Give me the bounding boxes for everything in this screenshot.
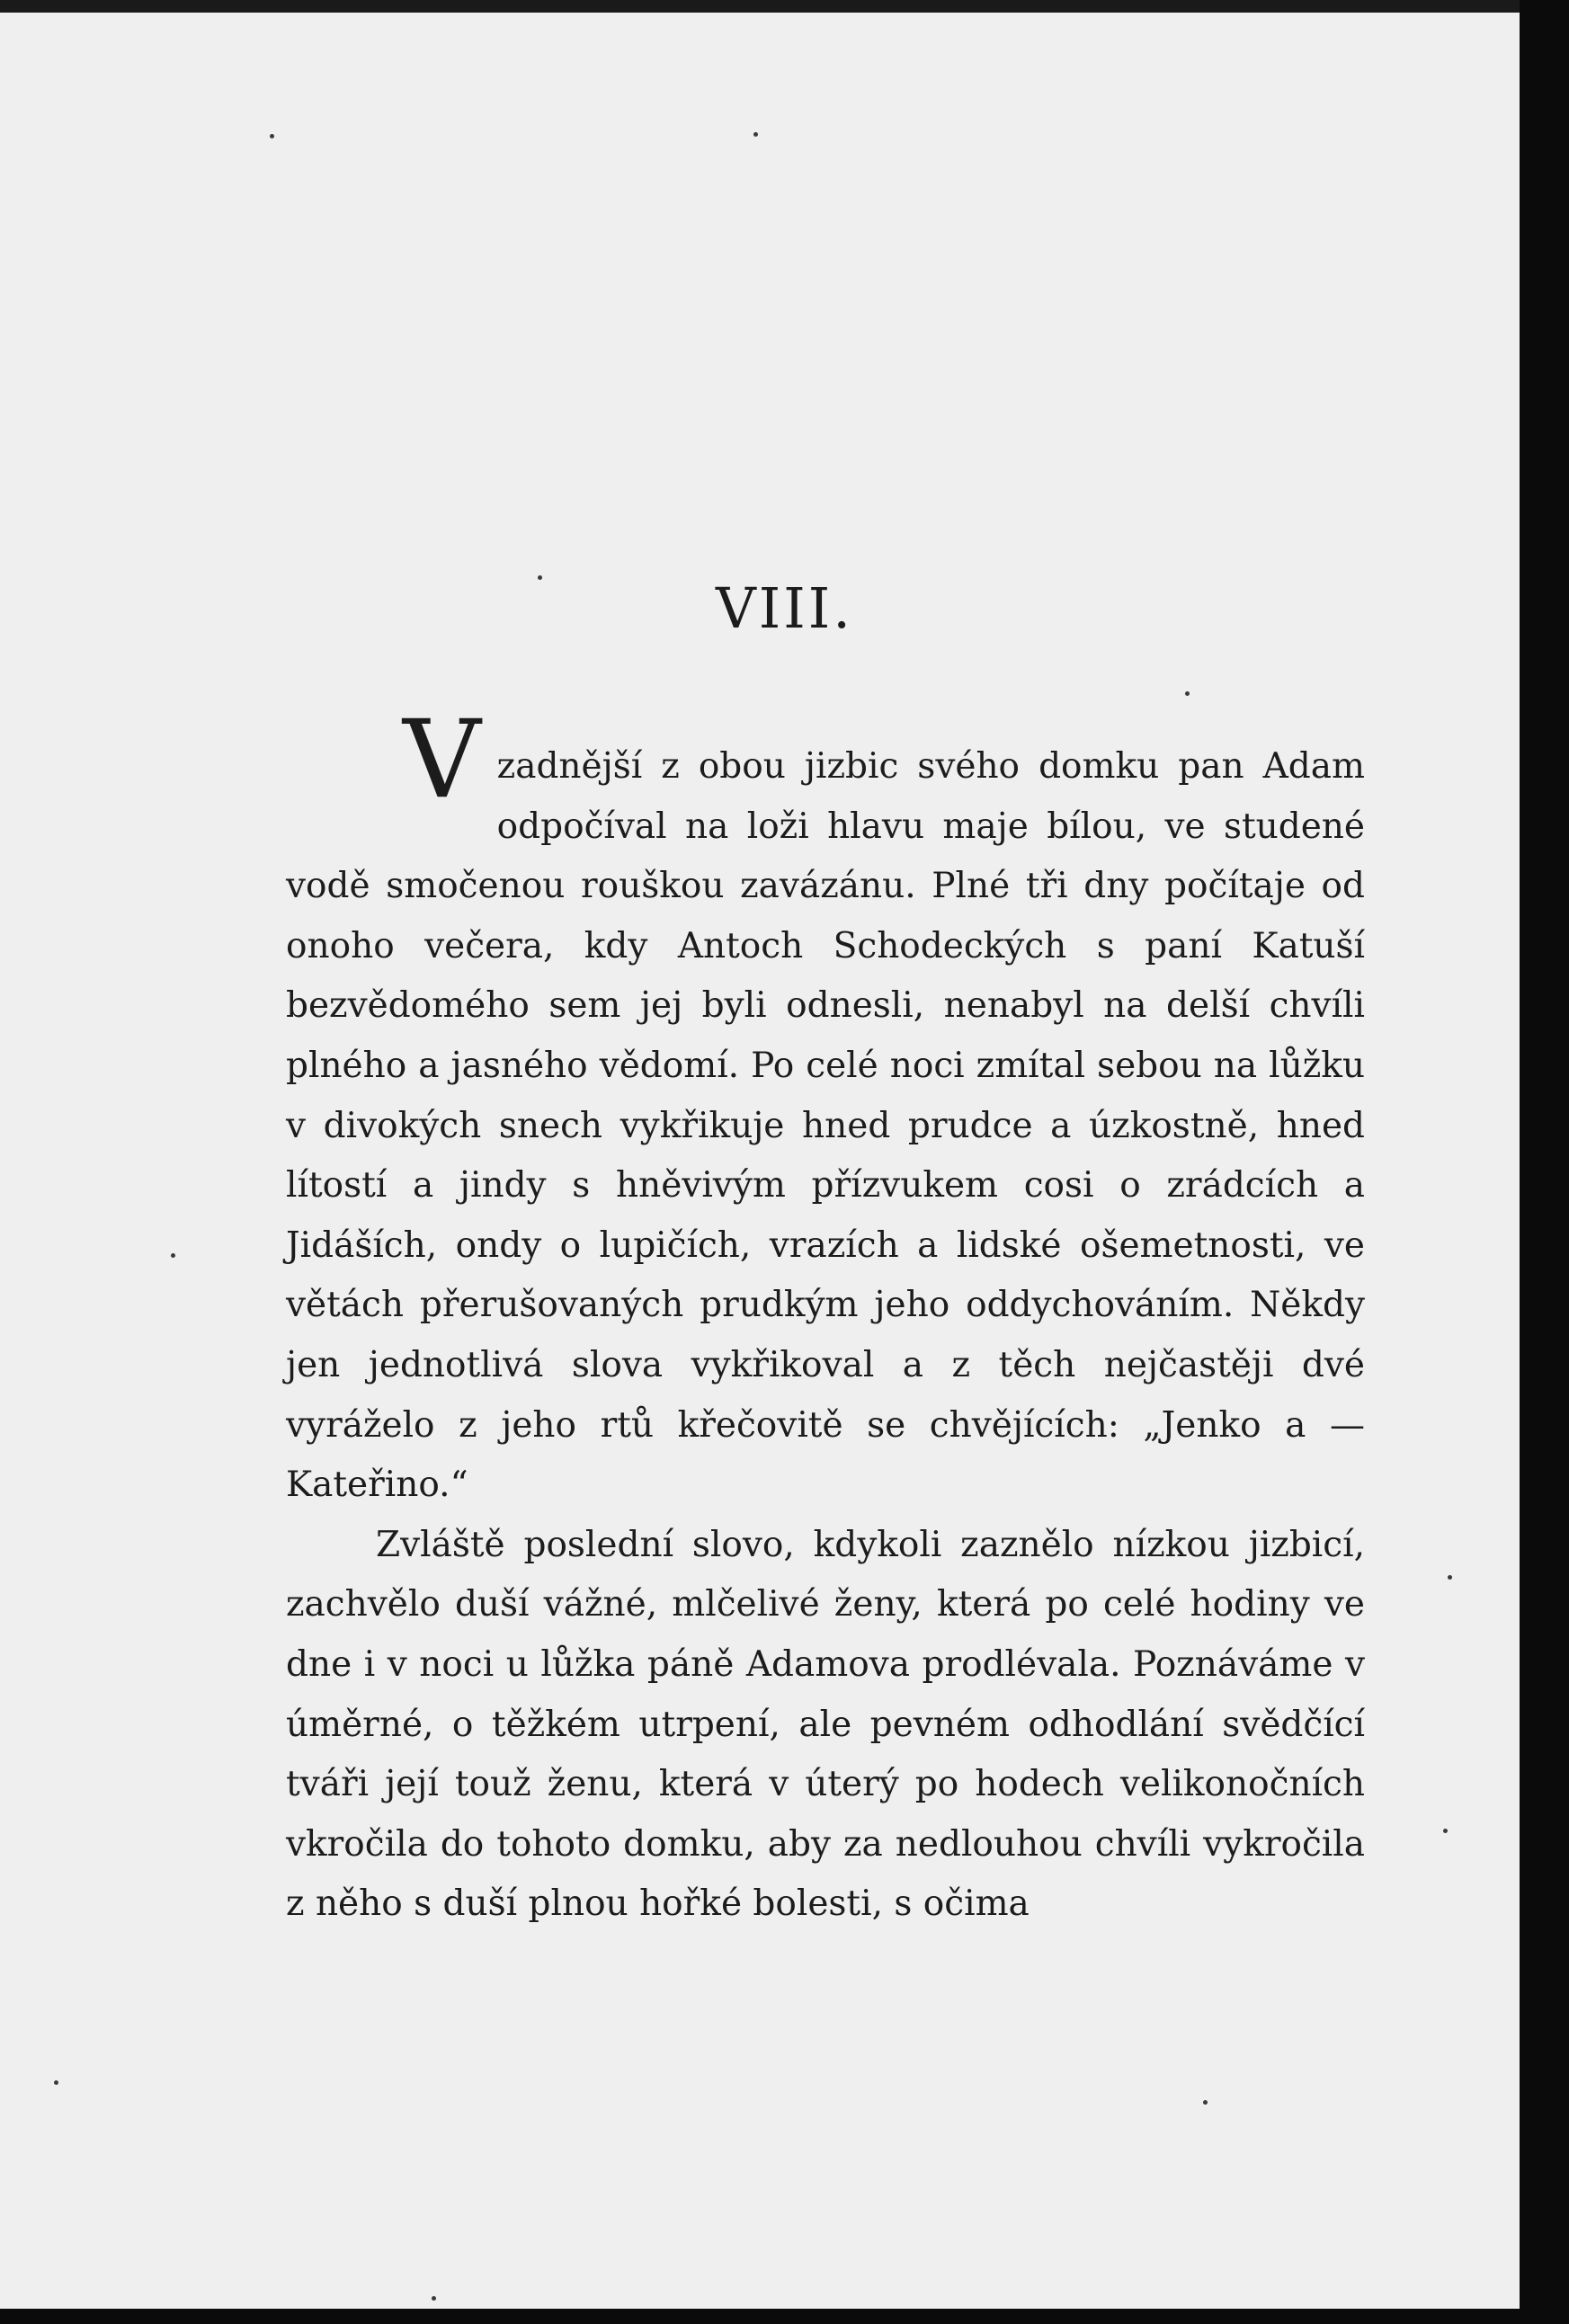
chapter-heading: VIII. [716,575,853,641]
paragraph-1-text: zadnější z obou jizbic svého domku pan Adam odpočíval na loži hlavu maje bílou, ve studené vodě smočenou rouškou zavázánu. Plné tři dny počítaje od onoho večera, kdy Antoch Schodeckých s paní Katuší bezvědomého sem jej byli odnesli, nenabyl na delší chvíli plného a jasného vědomí. Po celé noci zmítal sebou na lůžku v divokých snech vykřikuje hned prudce a úzkostně, hned lítostí a jindy s hněvivým přízvukem cosi o zrádcích a Jidáších, ondy o lupičích, vrazích a lidské ošemetnosti, ve větách přerušovaných prudkým jeho oddychováním. Někdy jen jednotlivá slova vykřikoval a z těch nejčastěji dvé vyráželo z jeho rtů křečovitě se chvějících: „Jenko a — Kateřino.“ [286,746,1365,1506]
paper-speck [171,1253,175,1258]
drop-cap: V [403,698,481,823]
paper-speck [1448,1575,1452,1580]
paper-speck [1203,2100,1208,2105]
scan-edge-right [1520,0,1569,2324]
scan-edge-bottom [0,2309,1569,2324]
paper-speck [1185,691,1190,696]
paper-speck [1443,1829,1448,1833]
paper-speck [753,132,758,137]
paragraph-2: Zvláště poslední slovo, kdykoli zaznělo nízkou jizbicí, zachvělo duší vážné, mlčelivé ženy, která po celé hodiny ve dne i v noci u lůžka páně Adamova prodlévala. Poznáváme v úměrné, o těžkém utrpení, ale pevném odhodlání svědčící tváři její touž ženu, která v úterý po hodech velikonočních vkročila do tohoto domku, aby za nedlouhou chvíli vykročila z něho s duší plnou hořké bolesti, s očima [286,1524,1365,1925]
paper-speck [432,2296,436,2301]
paper-speck [54,2080,58,2085]
paper-speck [270,134,274,138]
paragraph-1 [286,698,1365,1516]
chapter-body [286,698,1365,1935]
